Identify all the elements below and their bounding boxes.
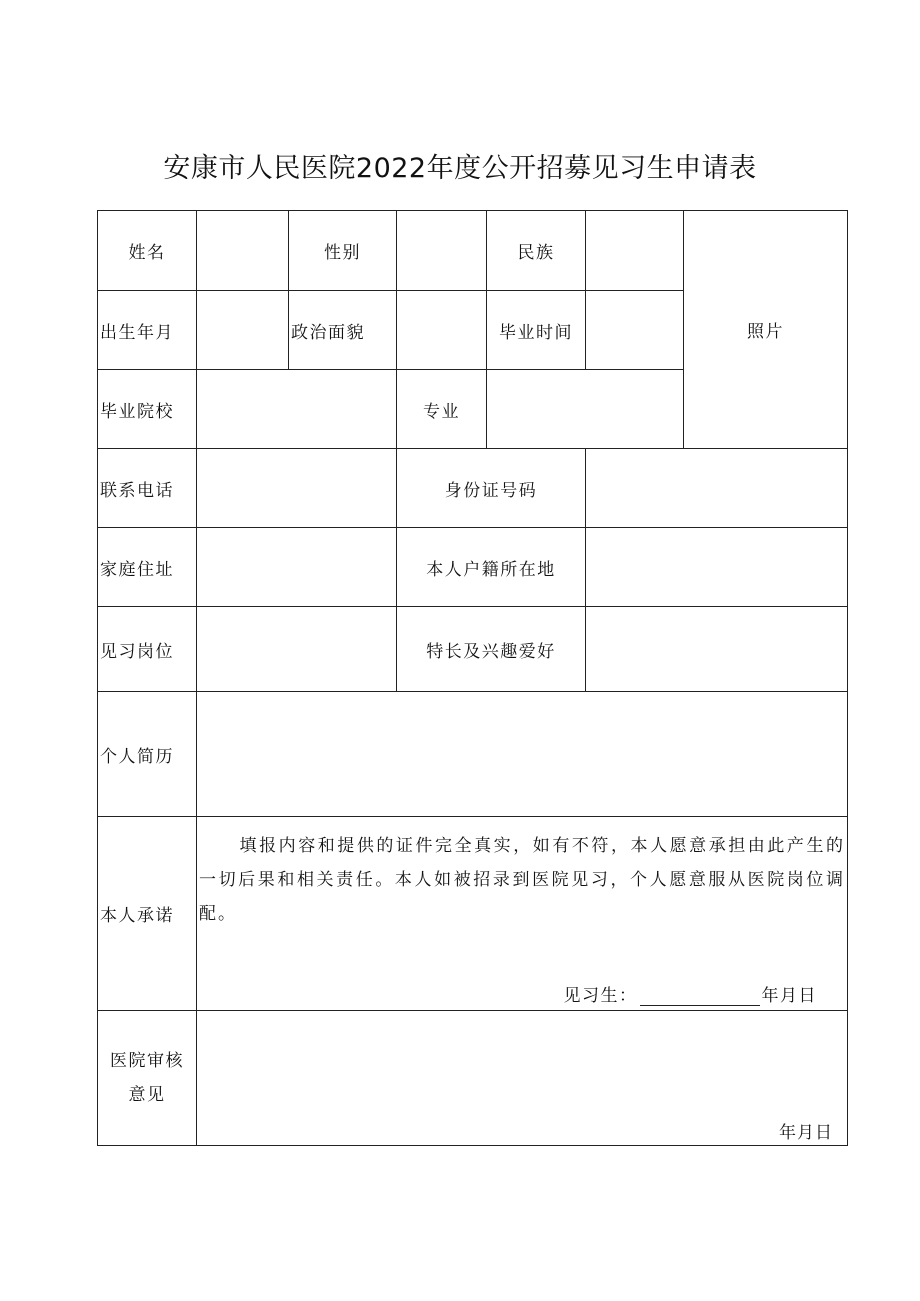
id-number-label: 身份证号码 — [397, 449, 586, 528]
gender-field[interactable] — [397, 211, 487, 291]
review-label — [98, 1011, 197, 1146]
name-field[interactable] — [197, 211, 289, 291]
position-label: 见习岗位 — [98, 607, 197, 692]
school-field[interactable] — [197, 370, 397, 449]
promise-label: 本人承诺 — [98, 817, 197, 1011]
gender-label: 性别 — [289, 211, 397, 291]
signature-field[interactable] — [640, 987, 760, 1006]
review-date-label: 年月日 — [779, 1123, 833, 1143]
major-field[interactable] — [487, 370, 684, 449]
political-label: 政治面貌 — [289, 291, 397, 370]
photo-box[interactable] — [684, 211, 848, 449]
major-label: 专业 — [397, 370, 487, 449]
name-label: 姓名 — [98, 211, 197, 291]
hobbies-label: 特长及兴趣爱好 — [397, 607, 586, 692]
birth-label: 出生年月 — [98, 291, 197, 370]
school-label: 毕业院校 — [98, 370, 197, 449]
ethnicity-label: 民族 — [487, 211, 586, 291]
photo-label: 照片 — [747, 322, 784, 342]
signature-date-label: 年月日 — [761, 986, 817, 1006]
page-title: 安康市人民医院2022年度公开招募见习生申请表 — [163, 153, 757, 184]
hukou-label: 本人户籍所在地 — [397, 528, 586, 607]
review-field[interactable] — [197, 1011, 848, 1146]
hukou-field[interactable] — [586, 528, 848, 607]
signature-line — [564, 981, 818, 1006]
phone-label: 联系电话 — [98, 449, 197, 528]
grad-time-field[interactable] — [586, 291, 684, 370]
resume-label: 个人简历 — [98, 692, 197, 817]
id-number-field[interactable] — [586, 449, 848, 528]
position-field[interactable] — [197, 607, 397, 692]
political-field[interactable] — [397, 291, 487, 370]
review-label-line1: 医院审核 — [110, 1051, 184, 1071]
promise-text: 填报内容和提供的证件完全真实，如有不符，本人愿意承担由此产生的一切后果和相关责任。本人如被招录到医院见习，个人愿意服从医院岗位调配。 — [199, 836, 845, 924]
address-label: 家庭住址 — [98, 528, 197, 607]
resume-field[interactable] — [197, 692, 848, 817]
phone-field[interactable] — [197, 449, 397, 528]
application-form-table — [97, 210, 848, 1146]
birth-field[interactable] — [197, 291, 289, 370]
hobbies-field[interactable] — [586, 607, 848, 692]
promise-cell — [197, 817, 848, 1011]
address-field[interactable] — [197, 528, 397, 607]
review-label-line2: 意见 — [128, 1085, 166, 1105]
grad-time-label: 毕业时间 — [487, 291, 586, 370]
ethnicity-field[interactable] — [586, 211, 684, 291]
signature-label: 见习生： — [563, 986, 638, 1006]
